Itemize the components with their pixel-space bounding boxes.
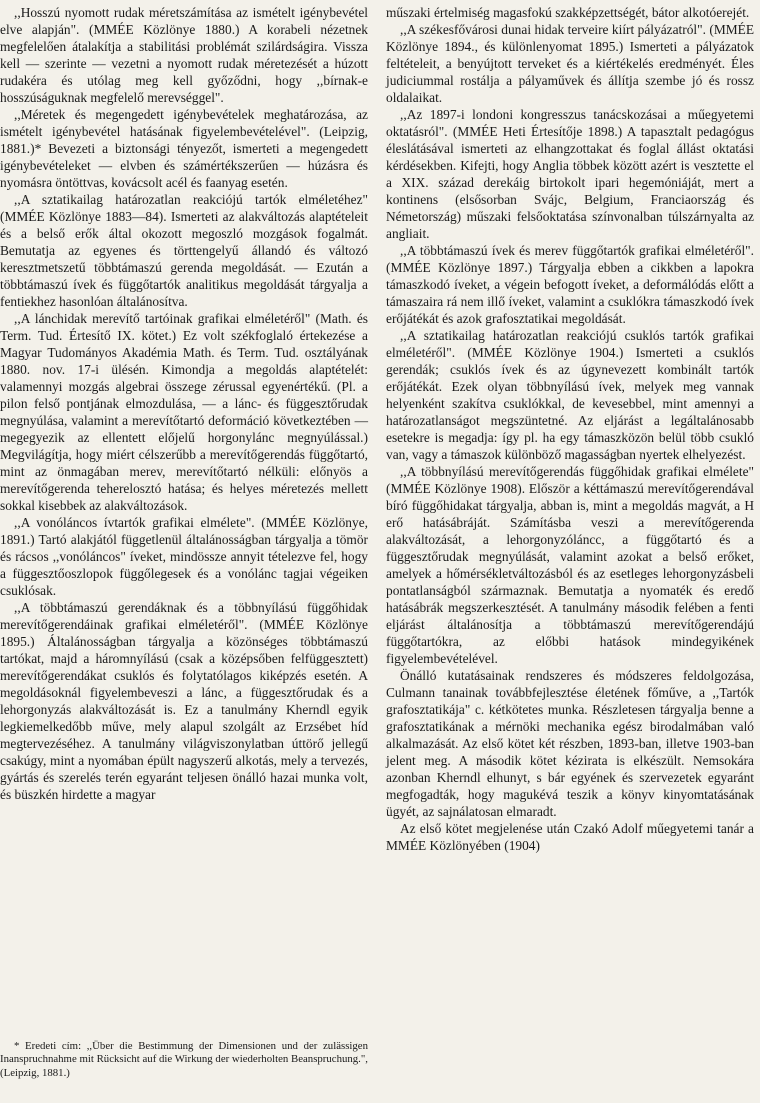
paragraph: ,,Az 1897-i londoni kongresszus tanácskozásai a műegyetemi oktatásról". (MMÉE Heti Értesítője 1898.) A tapasztalt pedagógus éleslátásával ismerteti az elhangzottakat és foglal állást oktatási kérdésekben. Kifejti, hogy Anglia többek között azért is vesztette el a XIX. század derekáig birtokolt ipari hegemóniáját, mert a kontinens (elsősorban Svájc, Belgium, Franciaország és Németország) műszaki felsőoktatása színvonalban túlszárnyalta az angliait.	[386, 107, 754, 241]
paragraph: ,,A többnyílású merevítőgerendás függőhidak grafikai elmélete" (MMÉE Közlönye 1908). Először a kéttámaszú merevítőgerendával bíró függőhidakat tárgyalja, abban is, mint a megoldás magvát, a H erő hatásábráját. Számításba veszi a merevítőgerenda alakváltozását, a lehorgonyzóláncc, a függőtartó és a függesztőrudak megnyúlását, valamint azokat a belső erőket, amelyek a hőmérsékletváltozásból és az esetleges lehorgonyzásbeli pontatlanságból származnak. Bemutatja a nyomaték és eredő hatásábrák megszerkesztését. A tanulmány második felében a fenti eljárást általánosítja a többtámaszú merevítőgerendájú függőtartókra, az előbbi hatások mindegyikének figyelembevételével.	[386, 464, 754, 666]
paragraph: ,,Méretek és megengedett igénybevételek meghatározása, az ismételt igénybevétel hatásának figyelembevételével". (Leipzig, 1881.)* Bevezeti a biztonsági tényezőt, ismerteti a megengedett igénybevételeket — elvben és számértékszerűen — húzásra és nyomásra öntöttvas, kovácsolt acél és faanyag esetén.	[0, 107, 368, 190]
paragraph: ,,A sztatikailag határozatlan reakciójú csuklós tartók grafikai elméletéről". (MMÉE Közlönye 1904.) Ismerteti a csuklós gerendák; csuklós ívek és az úgynevezett kombinált tartók erőjátékát. Ezek olyan többnyílású ívek, melyek meg vannak helyenként szakítva csuklókkal, de kevesebbel, mint amennyi a határozatlanságot megszüntetné. Az eljárást a legáltalánosabb esetekre is megadja: így pl. ha egy támaszközön belül több csukló van, vagy a támaszok különböző magasságban nyertek elhelyezést.	[386, 328, 754, 462]
right-column	[386, 4, 754, 854]
paragraph: ,,A székesfővárosi dunai hidak terveire kiírt pályázatról". (MMÉE Közlönye 1894., és különlenyomat 1895.) Ismerteti a pályázatok feltételeit, a benyújtott terveket és a kiértékelés eredményét. Éles judiciummal rostálja a pályaművek és állítja szembe jó és rossz oldalaikat.	[386, 22, 754, 105]
paragraph: ,,A sztatikailag határozatlan reakciójú tartók elméletéhez" (MMÉE Közlönye 1883—84). Ismerteti az alakváltozás alaptételeit és a belső erők által okozott megoszló mozgások fogalmát. Bemutatja az egyenes és törttengelyű állandó és változó keresztmetszetű többtámaszú gerenda megoldását. — Ezután a többtámaszú ívek és függőtartók analitikus megoldását tárgyalja a fentiekhez hasonlóan általánosítva.	[0, 192, 368, 309]
paragraph: ,,A lánchidak merevítő tartóinak grafikai elméletéről" (Math. és Term. Tud. Értesítő IX. kötet.) Ez volt székfoglaló értekezése a Magyar Tudományos Akadémia Math. és Term. Tud. osztályának 1880. nov. 17-i ülésén. Kimondja a megoldás alaptételét: valamennyi mozgás algebrai összege zérussal egyenértékű. (Pl. a pilon felső pontjának elmozdulása, — a lánc- és függesztőrudak megnyúlása, valamint a merevítőtartó deformáció következtében — megegyezik az ellentett előjelű horgonylánc megnyúlással.) Megvilágítja, hogy miért célszerűbb a merevítőgerendás függőtartó, mint az önmagában merev, merevítőtartó nélküli: előnyös a merevítőgerenda teherelosztó hatása; és helyes méretezés mellett sokkal kisebbek az alakváltozások.	[0, 311, 368, 513]
left-column	[0, 4, 368, 803]
paragraph: ,,A többtámaszú ívek és merev függőtartók grafikai elméletéről". (MMÉE Közlönye 1897.) Tárgyalja ebben a cikkben a lapokra támaszkodó íveket, a végein befogott íveket, a deformálódás előtt a támaszaira rá nem illő íveket, valamint a csuklókra támaszkodó ívek erőjátékát és azok grafosztatikai megoldását.	[386, 243, 754, 326]
footnote: * Eredeti cím: ,,Über die Bestimmung der Dimensionen und der zulässigen Inanspruchnahme mit Rücksicht auf die Wirkung der wiederholten Beanspruchung.", (Leipzig, 1881.)	[0, 1040, 368, 1079]
paragraph: ,,Hosszú nyomott rudak méretszámítása az ismételt igénybevétel elve alapján". (MMÉE Közlönye 1880.) A korabeli nézetnek megfelelően átalakítja a stabilitási problémát szilárdságira. Vissza kell — szerinte — vezetni a nyomott rudak méretezését a húzott rudakéra és utólag meg kell győződni, hogy ,,bírnak-e hosszúságuknak megfelelő merevséggel".	[0, 5, 368, 105]
paragraph: ,,A vonóláncos ívtartók grafikai elmélete". (MMÉE Közlönye, 1891.) Tartó alakjától függetlenül általánosságban tárgyalja a tömör és rácsos ,,vonóláncos" íveket, mindössze annyit tételezve fel, hogy a függesztőoszlopok függőlegesek és a vonólánc tagjai végeiken csuklósak.	[0, 515, 368, 598]
paragraph: ,,A többtámaszú gerendáknak és a többnyílású függőhidak merevítőgerendáinak grafikai elméletéről". (MMÉE Közlönye 1895.) Általánosságban tárgyalja a közönséges többtámaszú tartókat, majd a háromnyílású (csak a középsőben felfüggesztett) merevítőgerendákat csuklós és folytatólagos kiképzés esetén. A megoldásoknál figyelembeveszi a lánc, a függesztőrudak és a lehorgonyzás alakváltozását is. Ez a tanulmány Kherndl egyik legkiemelkedőbb műve, mely alapul szolgált az Erzsébet híd megtervezéséhez. A tanulmány világviszonylatban úttörő jellegű csakúgy, mint a nyomában épült nagyszerű alkotás, mely a tervezés, gyártás és szerelés terén egyaránt teljesen önálló hazai munka volt, és büszkén hirdette a magyar	[0, 600, 368, 802]
paragraph: Az első kötet megjelenése után Czakó Adolf műegyetemi tanár a MMÉE Közlönyében (1904)	[386, 821, 754, 853]
paragraph-continuation: műszaki értelmiség magasfokú szakképzettségét, bátor alkotóerejét.	[386, 5, 750, 20]
paragraph: Önálló kutatásainak rendszeres és módszeres feldolgozása, Culmann tanainak továbbfejlesztése életének főműve, a ,,Tartók grafosztatikája" c. kétkötetes munka. Részletesen tárgyalja benne a grafosztatikának a mérnöki mechanika egész birodalmában való alkalmazását. Az első kötet két részben, 1893-ban, illetve 1903-ban jelent meg. A második kötet kézirata is elkészült. Nemsokára azonban Kherndl elhunyt, s bár egyének és szervezetek egyaránt megfogadták, hogy magukévá teszik a könyv kinyomtatásának ügyét, az sajnálatosan elmaradt.	[386, 668, 754, 819]
